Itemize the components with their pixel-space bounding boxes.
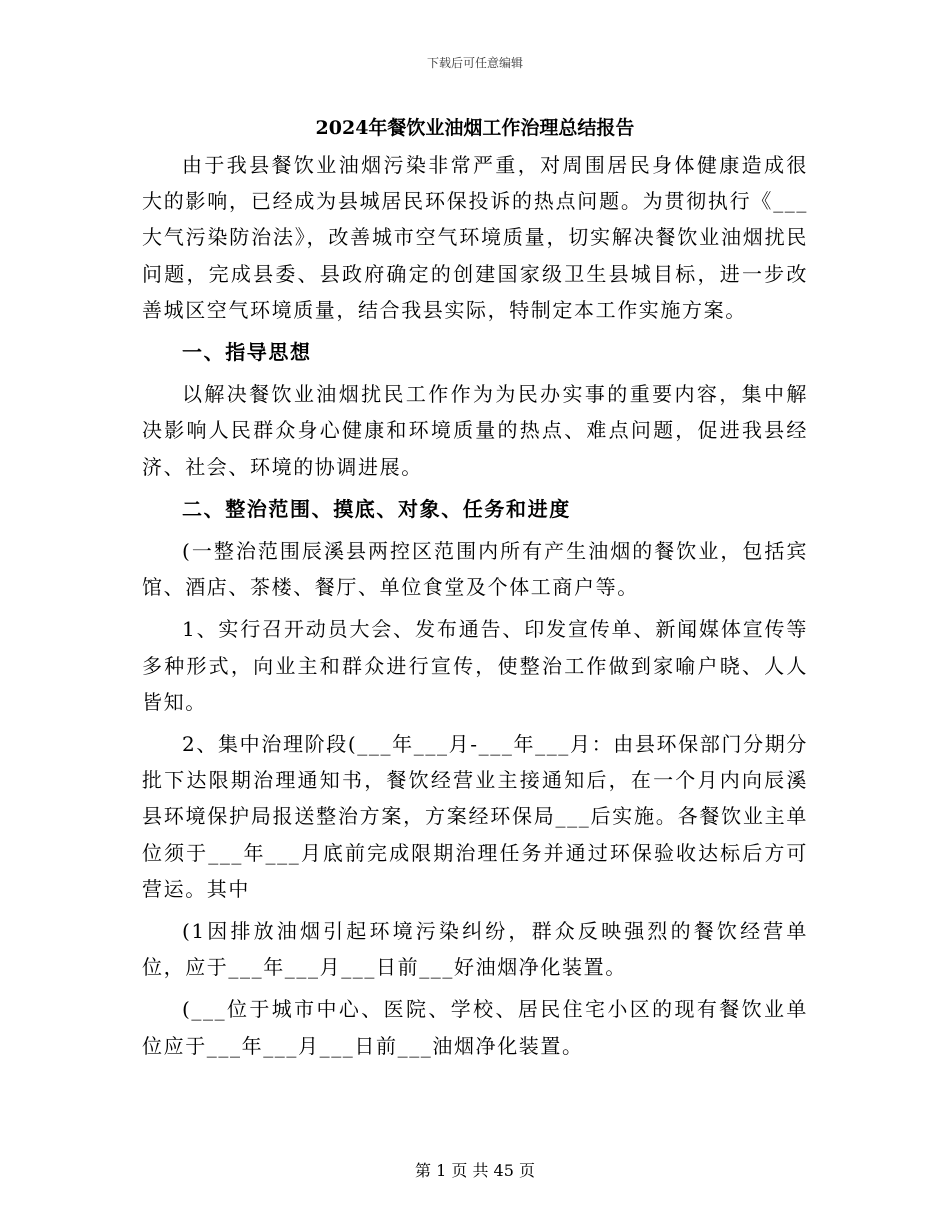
paragraph-intro: 由于我县餐饮业油烟污染非常严重，对周围居民身体健康造成很大的影响，已经成为县城居民环保投诉的热点问题。为贯彻执行《___大气污染防治法》，改善城市空气环境质量，切实解决餐饮业油烟扰民问题，完成县委、县政府确定的创建国家级卫生县城目标，进一步改善城区空气环境质量，结合我县实际，特制定本工作实施方案。 xyxy=(142,153,808,322)
document-title: 2024年餐饮业油烟工作治理总结报告 xyxy=(315,117,635,139)
document-body xyxy=(142,147,808,1070)
paragraph-subitem-1: (1因排放油烟引起环境污染纠纷，群众反映强烈的餐饮经营单位，应于___年___月___日前___好油烟净化装置。 xyxy=(142,919,808,980)
section-heading-guiding-thought: 一、指导思想 xyxy=(182,340,312,365)
paragraph-item-1: 1、实行召开动员大会、发布通告、印发宣传单、新闻媒体宣传等多种形式，向业主和群众进行宣传，使整治工作做到家喻户晓、人人皆知。 xyxy=(142,617,808,714)
header-note: 下载后可任意编辑 xyxy=(426,56,523,70)
section-heading-scope: 二、整治范围、摸底、对象、任务和进度 xyxy=(182,496,571,521)
paragraph-subitem-2: (___位于城市中心、医院、学校、居民住宅小区的现有餐饮业单位应于___年___月___日前___油烟净化装置。 xyxy=(142,997,808,1058)
paragraph-scope: (一整治范围辰溪县两控区范围内所有产生油烟的餐饮业，包括宾馆、酒店、茶楼、餐厅、单位食堂及个体工商户等。 xyxy=(142,539,808,600)
paragraph-item-2: 2、集中治理阶段(___年___月-___年___月：由县环保部门分期分批下达限期治理通知书，餐饮经营业主接通知后，在一个月内向辰溪县环境保护局报送整治方案，方案经环保局___后实施。各餐饮业主单位须于___年___月底前完成限期治理任务并通过环保验收达标后方可营运。其中 xyxy=(142,732,808,901)
paragraph-guiding-thought: 以解决餐饮业油烟扰民工作作为为民办实事的重要内容，集中解决影响人民群众身心健康和环境质量的热点、难点问题，促进我县经济、社会、环境的协调进展。 xyxy=(142,382,808,479)
page-number: 第 1 页 共 45 页 xyxy=(415,1161,535,1180)
